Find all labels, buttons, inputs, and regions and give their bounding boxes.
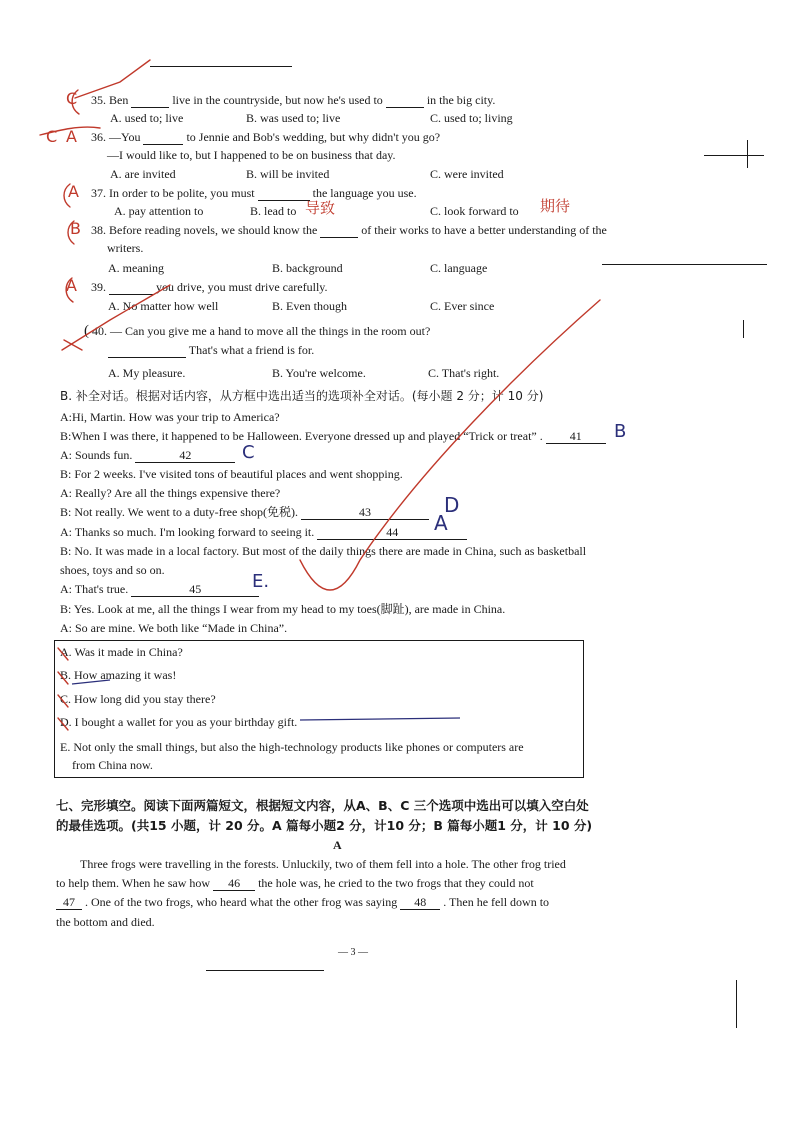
- q37-option-a: A. pay attention to: [114, 204, 204, 218]
- passage-line-2-b: the hole was, he cried to the two frogs that they could not: [258, 876, 534, 891]
- blank-46-number: 46: [228, 876, 241, 890]
- passage-a-label: A: [333, 838, 342, 852]
- q35-option-a: A. used to; live: [110, 111, 184, 125]
- dialogue-line-9: shoes, toys and so on.: [60, 563, 165, 577]
- option-b: B. How amazing it was!: [60, 668, 177, 682]
- section-7-heading-line-2: 的最佳选项。(共15 小题，计 20 分。A 篇每小题2 分，计10 分；B 篇每小题1 分，计 10 分): [56, 818, 593, 833]
- check-stroke-top: [75, 60, 150, 98]
- q38-option-b: B. background: [272, 261, 343, 275]
- q39-text-b: you drive, you must drive carefully.: [156, 280, 328, 295]
- dialogue-line-1: A:Hi, Martin. How was your trip to America?: [60, 410, 280, 424]
- check-stroke-long: [62, 285, 170, 350]
- q38-option-c: C. language: [430, 261, 488, 275]
- answer-mark-36-prefix: C: [46, 127, 58, 146]
- q37-text-a: In order to be polite, you must: [109, 186, 255, 201]
- blank-43-number: 43: [358, 505, 371, 519]
- q40-option-b: B. You're welcome.: [272, 366, 366, 380]
- dialogue-line-12: A: So are mine. We both like “Made in China”.: [60, 621, 288, 635]
- option-d: D. I bought a wallet for you as your birthday gift.: [60, 715, 298, 729]
- blank-42-number: 42: [179, 448, 192, 462]
- q35-text-c: in the big city.: [426, 93, 496, 108]
- q35-option-b: B. was used to; live: [246, 111, 341, 125]
- answer-mark-38: B: [70, 219, 81, 238]
- q38-text-a: Before reading novels, we should know the: [109, 223, 318, 238]
- page-number: — 3 —: [338, 947, 368, 958]
- dialogue-line-5: A: Really? Are all the things expensive there?: [60, 486, 281, 500]
- q35-text-a: Ben: [109, 93, 129, 108]
- answer-mark-43: D: [444, 493, 460, 517]
- answer-mark-44: A: [434, 511, 448, 535]
- answer-mark-45: E.: [252, 571, 270, 592]
- q40-text-a: — Can you give me a hand to move all the things in the room out?: [110, 324, 431, 338]
- passage-line-4: the bottom and died.: [56, 915, 155, 929]
- q37-number: 37.: [91, 186, 106, 201]
- dialogue-line-3-text: A: Sounds fun.: [60, 448, 133, 463]
- answer-mark-37: A: [68, 182, 79, 201]
- option-c: C. How long did you stay there?: [60, 692, 216, 706]
- q37-option-b: B. lead to: [250, 204, 297, 218]
- q36-line-2: —I would like to, but I happened to be on business that day.: [107, 148, 396, 162]
- option-a: A. Was it made in China?: [60, 645, 183, 659]
- answer-mark-41: B: [614, 421, 627, 442]
- q36-text-a: —You: [109, 130, 141, 145]
- q37-text-b: the language you use.: [312, 186, 417, 201]
- section-b-heading: B. 补全对话。根据对话内容，从方框中选出适当的选项补全对话。(每小题 2 分；计 10 分): [60, 389, 544, 403]
- blank-41-number: 41: [569, 429, 582, 443]
- paren-mark-38: [68, 221, 74, 244]
- passage-line-3-b: . One of the two frogs, who heard what the other frog was saying: [85, 895, 398, 910]
- passage-line-3-c: . Then he fell down to: [443, 895, 550, 910]
- dialogue-line-7-text: A: Thanks so much. I'm looking forward to seeing it.: [60, 525, 315, 540]
- option-e-continued: from China now.: [72, 758, 153, 772]
- answer-mark-42: C: [242, 442, 255, 463]
- dialogue-line-10-text: A: That's true.: [60, 582, 129, 597]
- passage-line-2-a: to help them. When he saw how: [56, 876, 211, 891]
- handwritten-note-37c: 期待: [540, 197, 571, 215]
- q39-number: 39.: [91, 280, 106, 295]
- strike-option-c: [58, 695, 68, 707]
- paren-mark-40-stroke: [64, 340, 82, 350]
- underline-option-b: [72, 680, 110, 684]
- q38-text-b: of their works to have a better understanding of the: [361, 223, 607, 238]
- option-e: E. Not only the small things, but also the high-technology products like phones or computers are: [60, 740, 524, 754]
- q39-option-c: C. Ever since: [430, 299, 495, 313]
- q39-option-b: B. Even though: [272, 299, 347, 313]
- q38-option-a: A. meaning: [108, 261, 164, 275]
- q39-option-a: A. No matter how well: [108, 299, 219, 313]
- q36-text-b: to Jennie and Bob's wedding, but why didn't you go?: [186, 130, 441, 145]
- q35-option-c: C. used to; living: [430, 111, 513, 125]
- q38-line-2: writers.: [107, 241, 144, 255]
- q35-number: 35.: [91, 93, 106, 108]
- q40-option-a: A. My pleasure.: [108, 366, 186, 380]
- underline-option-d: [300, 718, 460, 720]
- strike-option-d: [58, 718, 68, 730]
- blank-48-number: 48: [414, 895, 427, 909]
- q36-number: 36.: [91, 130, 106, 145]
- q38-number: 38.: [91, 223, 106, 238]
- dialogue-line-6-text: B: Not really. We went to a duty-free shop(免税).: [60, 505, 298, 520]
- q36-option-a: A. are invited: [110, 167, 176, 181]
- q36-option-c: C. were invited: [430, 167, 504, 181]
- check-stroke-left: [40, 127, 100, 135]
- strike-option-b: [58, 672, 68, 684]
- dialogue-line-2-text: B:When I was there, it happened to be Halloween. Everyone dressed up and played “Trick or treat” .: [60, 429, 543, 444]
- answer-mark-36: A: [66, 127, 77, 146]
- section-7-heading-line-1: 七、完形填空。阅读下面两篇短文，根据短文内容，从A、B、C 三个选项中选出可以填入空白处: [56, 798, 589, 813]
- q36-option-b: B. will be invited: [246, 167, 330, 181]
- paren-mark-37: [64, 184, 70, 207]
- q40-text-b: That's what a friend is for.: [188, 343, 315, 358]
- dialogue-line-11: B: Yes. Look at me, all the things I wear from my head to my toes(脚趾), are made in China.: [60, 602, 506, 616]
- dialogue-line-4: B: For 2 weeks. I've visited tons of beautiful places and went shopping.: [60, 467, 403, 481]
- handwritten-note-37b: 导致: [305, 199, 336, 217]
- dialogue-line-8: B: No. It was made in a local factory. But most of the daily things there are made in China, such as basketball: [60, 544, 587, 558]
- q37-option-c: C. look forward to: [430, 204, 519, 218]
- q35-text-b: live in the countryside, but now he's used to: [172, 93, 383, 108]
- blank-45-number: 45: [189, 582, 202, 596]
- q40-option-c: C. That's right.: [428, 366, 500, 380]
- paren-mark-39: [66, 278, 73, 302]
- check-stroke-dialogue: [300, 300, 600, 590]
- blank-47-number: 47: [63, 895, 75, 909]
- passage-line-1: Three frogs were travelling in the forests. Unluckily, two of them fell into a hole. The other frog tried: [80, 857, 566, 871]
- strike-option-a: [58, 648, 68, 660]
- blank-44-number: 44: [386, 525, 399, 539]
- paren-mark-35: [72, 90, 79, 114]
- q40-paren: (: [84, 323, 89, 339]
- answer-mark-39: A: [66, 276, 77, 295]
- answer-mark-35: C: [66, 89, 78, 108]
- q40-number: 40.: [92, 324, 107, 338]
